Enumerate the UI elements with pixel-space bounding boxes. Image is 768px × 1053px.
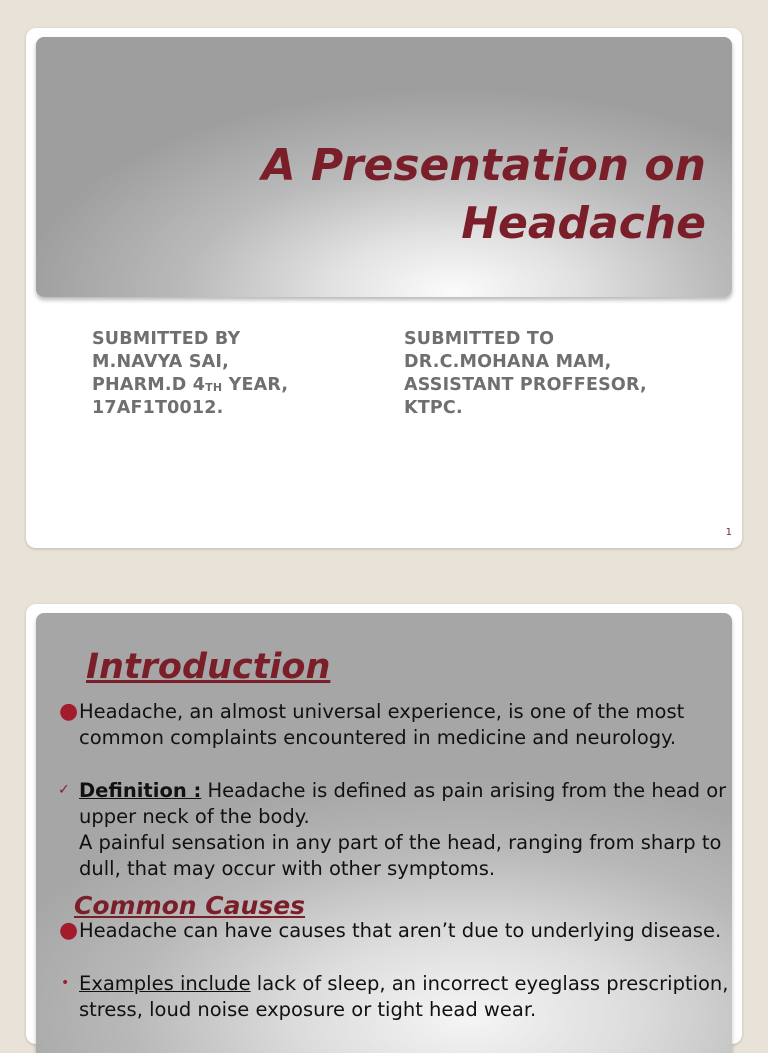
intro-bullet (59, 699, 729, 750)
definition-extra: A painful sensation in any part of the head, ranging from sharp to dull, that may occur with other symptoms. (79, 831, 722, 880)
title-line-2: Headache (461, 198, 706, 249)
introduction-slide (26, 604, 742, 1044)
slide-number: 1 (725, 527, 732, 538)
content-band (36, 613, 732, 1053)
guide-designation: ASSISTANT PROFFESOR, (404, 375, 647, 395)
causes-bullet (59, 918, 729, 944)
causes-bullet-text: Headache can have causes that aren’t due to underlying disease. (79, 919, 722, 942)
examples-item (61, 971, 729, 1022)
title-slide (26, 28, 742, 548)
guide-name: DR.C.MOHANA MAM, (404, 352, 612, 372)
presentation-title (262, 137, 706, 253)
student-roll: 17AF1T0012. (92, 398, 224, 418)
course-prefix: PHARM.D 4 (92, 375, 206, 395)
course-suffix: YEAR, (222, 375, 289, 395)
student-name: M.NAVYA SAI, (92, 352, 229, 372)
intro-bullet-text: Headache, an almost universal experience, is one of the most common complaints encountered in medicine and neurology. (79, 700, 685, 749)
definition-text: Headache is defined as pain arising from the head or upper neck of the body. (79, 779, 727, 828)
title-line-1: A Presentation on (261, 140, 706, 191)
guide-institute: KTPC. (404, 398, 463, 418)
introduction-heading: Introduction (86, 647, 331, 687)
definition-label: Definition : (79, 779, 202, 802)
submitted-by-block (92, 328, 288, 420)
title-band (36, 37, 732, 297)
small-bullet-icon: • (61, 975, 70, 991)
examples-label: Examples include (79, 972, 251, 995)
common-causes-heading: Common Causes (74, 891, 306, 920)
submitted-to-block (404, 328, 647, 420)
bullet-icon: ● (59, 699, 79, 724)
submitted-by-label: SUBMITTED BY (92, 329, 241, 349)
definition-item (58, 778, 729, 829)
check-icon: ✓ (58, 782, 70, 798)
examples-text: lack of sleep, an incorrect eyeglass prescription, stress, loud noise exposure or tight head wear. (79, 972, 729, 1021)
course-superscript: TH (205, 381, 223, 394)
submitted-to-label: SUBMITTED TO (404, 329, 555, 349)
student-course (92, 374, 288, 397)
bullet-icon: ● (59, 918, 79, 943)
